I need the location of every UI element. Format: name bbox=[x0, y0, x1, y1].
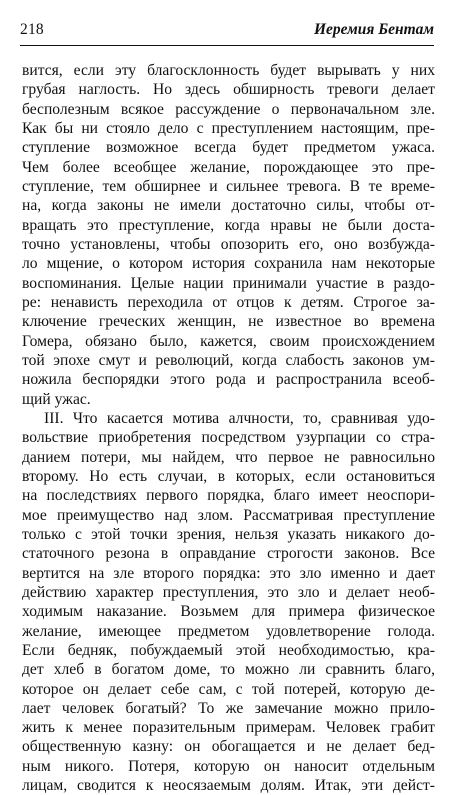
text-line: бесполезным всякое рассуждение о первоначальном зле. bbox=[22, 100, 435, 118]
text-line: воспоминания. Целые нации принимали участие в раздо- bbox=[22, 274, 435, 292]
text-line: ступление возможное всегда будет предметом ужаса. bbox=[22, 139, 435, 157]
text-line: ре: ненависть переходила от отцов к детям. Строгое за- bbox=[22, 293, 435, 311]
text-line: ным никого. Потеря, которую он наносит отдельным bbox=[22, 757, 435, 775]
text-line: желание, имеющее предметом удовлетворение голода. bbox=[22, 622, 435, 640]
text-line: вольствие приобретения посредством узурпации со стра- bbox=[22, 429, 435, 447]
text-line: ножила беспорядки этого рода и распространила всеоб- bbox=[22, 371, 435, 389]
text-line: на, когда законы не имели достаточно силы, чтобы от- bbox=[22, 197, 435, 215]
text-line: Как бы ни стояло дело с преступлением настоящим, пре- bbox=[22, 119, 435, 137]
text-line: Чем более всеобщее желание, порождающее это пре- bbox=[22, 158, 435, 176]
text-line: вращать это преступление, когда нравы не были доста- bbox=[22, 216, 435, 234]
text-line: статочного резона в оправдание строгости законов. Все bbox=[22, 545, 435, 563]
page-header bbox=[20, 21, 434, 43]
text-line: ключение греческих женщин, не известное во времена bbox=[22, 313, 435, 331]
text-line: Если бедняк, побуждаемый этой необходимостью, кра- bbox=[22, 641, 435, 659]
text-line: III. Что касается мотива алчности, то, сравнивая удо- bbox=[44, 409, 435, 427]
text-line: Гомера, обязано было, кажется, своим происхождением bbox=[22, 332, 435, 350]
text-line: действию характер преступления, это зло и делает необ- bbox=[22, 583, 435, 601]
text-line: ло мщение, о котором история сохранила нам некоторые bbox=[22, 255, 435, 273]
text-line: на последствиях первого порядка, благо имеет неоспори- bbox=[22, 487, 435, 505]
text-line: вертится на зле второго порядка: это зло именно и дает bbox=[22, 564, 435, 582]
text-line: ступление, тем обширнее и сильнее тревога. В те време- bbox=[22, 177, 435, 195]
text-line: данием потери, мы найдем, что первое не равносильно bbox=[22, 448, 435, 466]
text-line: той эпохе смут и революций, когда слабость законов ум- bbox=[22, 351, 435, 369]
text-line: щий ужас. bbox=[22, 390, 91, 408]
text-line: точно установлены, чтобы опозорить его, оно возбужда- bbox=[22, 235, 435, 253]
text-line: лицам, сводится к неосязаемым долям. Итак, эти дейст- bbox=[22, 777, 435, 795]
text-line: второму. Но есть случаи, в которых, если остановиться bbox=[22, 467, 435, 485]
text-line: дет хлеб в богатом доме, то можно ли сравнить благо, bbox=[22, 661, 435, 679]
body-text bbox=[22, 61, 435, 795]
page-number: 218 bbox=[20, 21, 44, 38]
text-line: общественную казну: он обогащается и не делает бед- bbox=[22, 738, 435, 756]
text-line: жить к менее поразительным примерам. Человек грабит bbox=[22, 719, 435, 737]
header-rule bbox=[20, 45, 434, 46]
text-line: только с этой точки зрения, нельзя указать никакого до- bbox=[22, 525, 435, 543]
text-line: которое он делает себе сам, с той потерей, которую де- bbox=[22, 680, 435, 698]
text-line: вится, если эту благосклонность будет вырывать у них bbox=[22, 62, 435, 79]
text-line: лает человек богатый? То же замечание можно прило- bbox=[22, 699, 435, 717]
running-title: Иеремия Бентам bbox=[313, 21, 434, 38]
text-line: ходимым наказание. Возьмем для примера физическое bbox=[22, 603, 435, 621]
text-line: грубая наглость. Но здесь обширность тревоги делает bbox=[22, 81, 435, 99]
text-line: мое преимущество над злом. Рассматривая преступление bbox=[22, 506, 435, 524]
